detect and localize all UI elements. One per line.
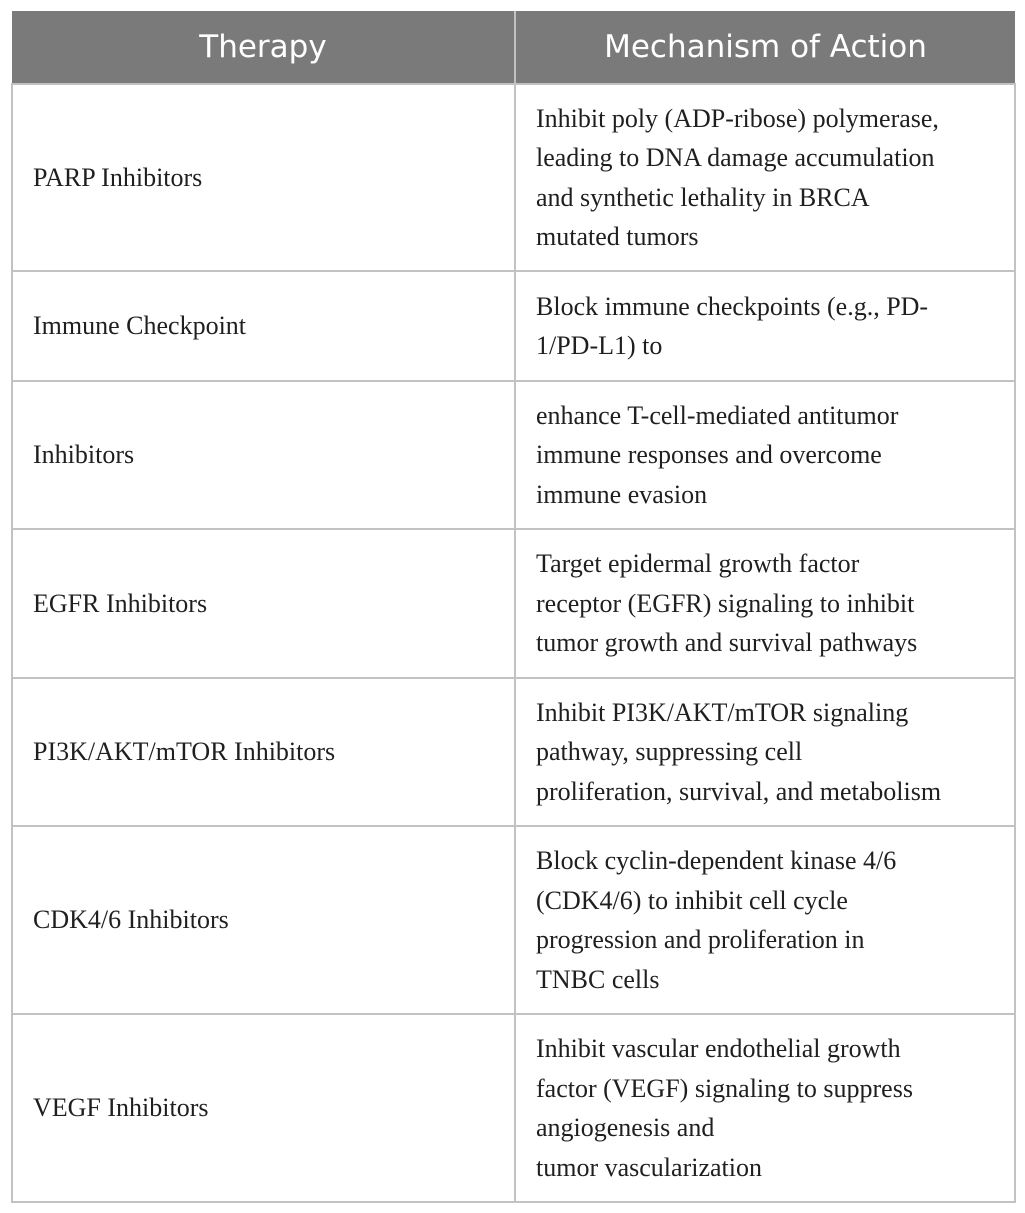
mechanism-cell: Target epidermal growth factor receptor (EGFR) signaling to inhibit tumor growth and survival pathways [515, 529, 1015, 678]
mechanism-cell: Inhibit PI3K/AKT/mTOR signaling pathway, suppressing cell proliferation, survival, and metabolism [515, 678, 1015, 826]
mechanism-cell: Block cyclin-dependent kinase 4/6 (CDK4/6) to inhibit cell cycle progression and proliferation in TNBC cells [515, 826, 1015, 1014]
table-row [12, 678, 1015, 826]
header-row [12, 11, 1015, 84]
therapy-cell: VEGF Inhibitors [12, 1014, 515, 1202]
therapy-cell: Inhibitors [12, 381, 515, 529]
mechanism-cell: Inhibit vascular endothelial growth factor (VEGF) signaling to suppress angiogenesis and tumor vascularization [515, 1014, 1015, 1202]
mechanism-cell: enhance T-cell-mediated antitumor immune responses and overcome immune evasion [515, 381, 1015, 529]
mechanism-cell: Inhibit poly (ADP-ribose) polymerase, leading to DNA damage accumulation and synthetic lethality in BRCA mutated tumors [515, 84, 1015, 271]
table-row [12, 381, 1015, 529]
therapy-table [11, 11, 1016, 1203]
header-mechanism: Mechanism of Action [515, 11, 1015, 84]
mechanism-cell: Block immune checkpoints (e.g., PD- 1/PD-L1) to [515, 271, 1015, 381]
therapy-cell: EGFR Inhibitors [12, 529, 515, 678]
therapy-cell: PI3K/AKT/mTOR Inhibitors [12, 678, 515, 826]
table-row [12, 84, 1015, 271]
table-row [12, 529, 1015, 678]
therapy-cell: Immune Checkpoint [12, 271, 515, 381]
table-row [12, 271, 1015, 381]
therapy-cell: CDK4/6 Inhibitors [12, 826, 515, 1014]
table-row [12, 826, 1015, 1014]
table-row [12, 1014, 1015, 1202]
therapy-cell: PARP Inhibitors [12, 84, 515, 271]
header-therapy: Therapy [12, 11, 515, 84]
